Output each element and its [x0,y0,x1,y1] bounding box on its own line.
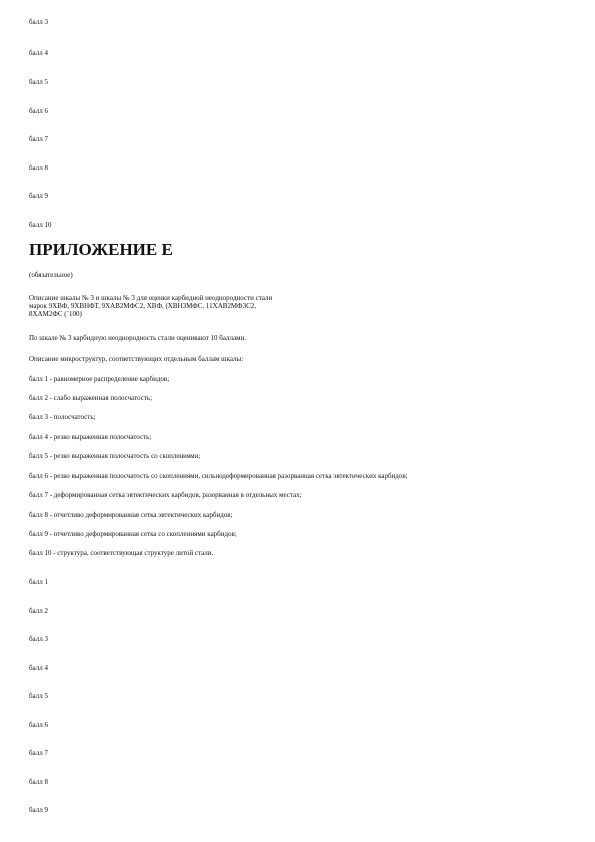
bottom-score-4: балл 4 [29,664,48,672]
top-score-9: балл 9 [29,192,48,200]
score-description-3: балл 3 - полосчатость; [29,413,96,421]
scale-intro: По шкале № 3 карбидную неоднородность стали оценивают 10 баллами. [29,334,247,342]
bottom-score-6: балл 6 [29,721,48,729]
caption-line-3: 8ХАМ2ФС (´100) [29,310,82,318]
top-score-8: балл 8 [29,164,48,172]
score-description-10: балл 10 - структура, соответствующая структуре литой стали. [29,549,214,557]
bottom-score-5: балл 5 [29,692,48,700]
top-score-7: балл 7 [29,135,48,143]
appendix-status: (обязательное) [29,271,73,279]
bottom-score-3: балл 3 [29,635,48,643]
score-description-7: балл 7 - деформированная сетка эвтектических карбидов, разорванная в отдельных местах; [29,491,302,499]
score-description-9: балл 9 - отчетливо деформированная сетка со скоплениями карбидов; [29,530,237,538]
bottom-score-1: балл 1 [29,578,48,586]
score-description-1: балл 1 - равномерное распределение карбидов; [29,375,170,383]
caption-line-2: марок 9ХВФ, 9ХВНФТ, 9ХАВ2МФС2, ХВФ, (ХВН3МФС, 11ХАВ2МФ3С2, [29,302,257,310]
bottom-score-9: балл 9 [29,806,48,814]
bottom-score-8: балл 8 [29,778,48,786]
top-score-6: балл 6 [29,107,48,115]
appendix-title: ПРИЛОЖЕНИЕ Е [29,240,173,259]
score-description-2: балл 2 - слабо выраженная полосчатость; [29,394,153,402]
score-description-8: балл 8 - отчетливо деформированная сетка эвтектических карбидов; [29,511,233,519]
top-score-10: балл 10 [29,221,52,229]
bottom-score-7: балл 7 [29,749,48,757]
top-score-5: балл 5 [29,78,48,86]
bottom-score-2: балл 2 [29,607,48,615]
score-description-6: балл 6 - резко выраженная полосчатость со скоплениями, сильнодеформированная разорванная сетка эвтектических карбидов; [29,472,408,480]
top-score-3: балл 3 [29,18,48,26]
top-score-4: балл 4 [29,49,48,57]
score-description-4: балл 4 - резко выраженная полосчатость; [29,433,152,441]
score-description-5: балл 5 - резко выраженная полосчатость со скоплениями; [29,452,201,460]
description-heading: Описание микроструктур, соответствующих отдельным баллам шкалы: [29,355,244,363]
caption-line-1: Описание шкалы № 3 и шкалы № 3 для оценки карбидной неоднородности стали [29,294,273,302]
appendix-caption [29,294,272,318]
